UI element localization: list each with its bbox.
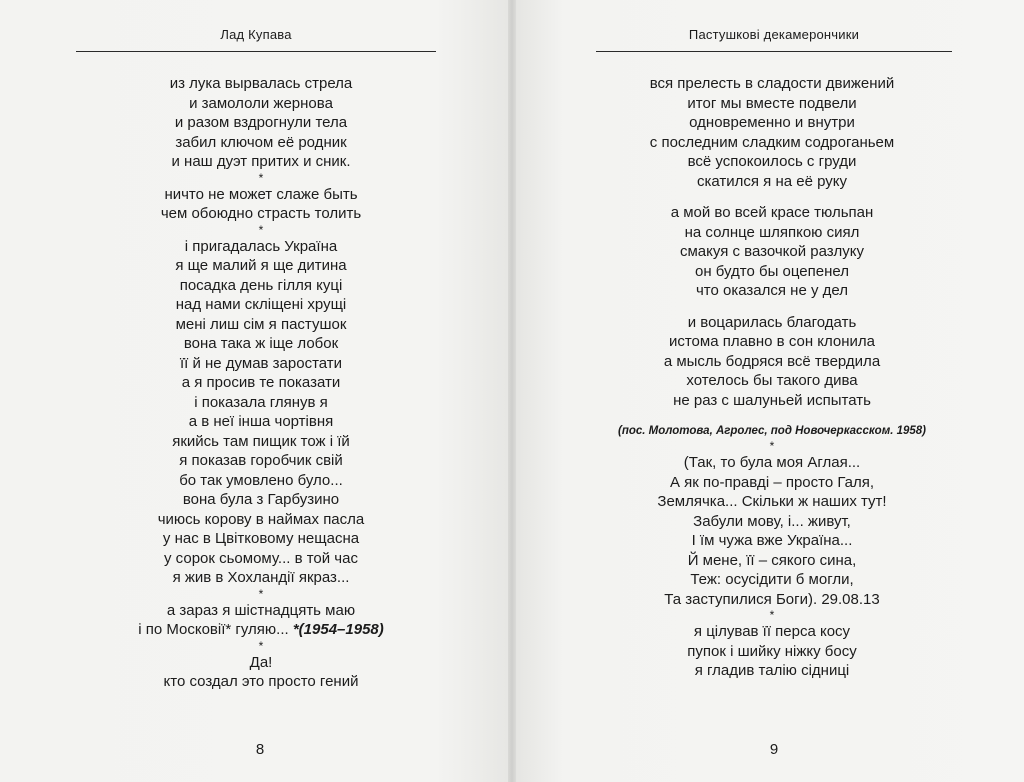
poem-line: из лука вырвалась стрела bbox=[169, 75, 353, 92]
asterisk-divider: * bbox=[258, 170, 264, 185]
poem-line: Да! bbox=[249, 653, 273, 671]
poem-line: і пригадалась Україна bbox=[184, 237, 338, 255]
poem-line: І їм чужа вже Україна... bbox=[691, 532, 853, 549]
poem-line: всё успокоилось с груди bbox=[687, 153, 857, 170]
poem-line: чиюсь корову в наймах пасла bbox=[157, 510, 365, 528]
poem-line: пупок і шийку ніжку босу bbox=[687, 642, 857, 660]
poem-line: истома плавно в сон клонила bbox=[668, 333, 876, 350]
asterisk-divider: * bbox=[769, 608, 775, 622]
right-page bbox=[512, 0, 1024, 782]
poem-line: я показав горобчик свій bbox=[179, 452, 343, 469]
footnote-date: *(1954–1958) bbox=[292, 621, 384, 638]
poem-line: у нас в Цвітковому нещасна bbox=[162, 530, 360, 547]
poem-line: А як по-правді – просто Галя, bbox=[669, 473, 875, 491]
poem-line: бо так умовлено було... bbox=[179, 471, 343, 489]
poem-line bbox=[96, 620, 426, 640]
poem-line: мені лиш сім я пастушок bbox=[175, 315, 347, 333]
poem-line: и разом вздрогнули тела bbox=[174, 114, 348, 131]
poem-line: і показала глянув я bbox=[194, 393, 328, 411]
poem-line: хотелось бы такого дива bbox=[686, 372, 858, 389]
poem-line: чем обоюдно страсть толить bbox=[160, 205, 362, 222]
poem-line: на солнце шляпкою сиял bbox=[684, 223, 860, 241]
poem-line: смакуя с вазочкой разлуку bbox=[679, 243, 864, 260]
poem-line: а мой во всей красе тюльпан bbox=[670, 204, 874, 221]
poem-line: что оказался не у дел bbox=[695, 282, 848, 299]
header-rule bbox=[76, 51, 436, 52]
asterisk-divider: * bbox=[258, 638, 264, 653]
poem-line: он будто бы оцепенел bbox=[694, 262, 849, 280]
page-number: 9 bbox=[769, 741, 779, 758]
running-header-title: Пастушкові декамерончики bbox=[688, 27, 860, 42]
poem-line: вона така ж іще лобок bbox=[183, 335, 339, 352]
poem-line: я жив в Хохландії якраз... bbox=[172, 569, 350, 586]
poem-line: я гладив талію сідниці bbox=[694, 662, 850, 679]
poem-line: над нами скліщені хрущі bbox=[175, 296, 347, 313]
place-date-note: (пос. Молотова, Агролес, под Новочеркасском. 1958) bbox=[617, 425, 927, 437]
poem-line: а мысль бодряся всё твердила bbox=[663, 352, 881, 370]
poem-line: я ще малий я ще дитина bbox=[175, 257, 347, 274]
poem-line: ничто не может слаже быть bbox=[164, 185, 358, 203]
header-rule bbox=[596, 51, 952, 52]
poem-line: не раз с шалуньей испытать bbox=[673, 391, 871, 409]
poem-line: її й не думав заростати bbox=[179, 354, 343, 372]
running-header-author: Лад Купава bbox=[220, 27, 292, 42]
poem-line: итог мы вместе подвели bbox=[687, 94, 857, 112]
poem-line: Землячка... Скільки ж наших тут! bbox=[657, 493, 887, 510]
poem-text-right bbox=[602, 74, 942, 681]
poem-line: а зараз я шістнадцять маю bbox=[166, 601, 356, 619]
book-gutter bbox=[508, 0, 516, 782]
asterisk-divider: * bbox=[258, 586, 264, 601]
poem-line: Теж: осусідити б могли, bbox=[690, 571, 854, 588]
poem-line: и наш дуэт притих и сник. bbox=[171, 153, 351, 170]
poem-line: и замололи жернова bbox=[189, 94, 333, 112]
poem-line: якийсь там пищик тож і їй bbox=[172, 432, 350, 450]
asterisk-divider: * bbox=[769, 439, 775, 453]
poem-line: а я просив те показати bbox=[181, 374, 341, 391]
poem-line: вона була з Гарбузино bbox=[182, 491, 340, 508]
stanza-gap bbox=[602, 301, 942, 313]
poem-text-left bbox=[96, 74, 426, 692]
poem-line: и воцарилась благодать bbox=[687, 313, 857, 331]
poem-line: скатился я на её руку bbox=[696, 172, 848, 190]
poem-line: я цілував її перса косу bbox=[693, 623, 851, 640]
poem-line: кто создал это просто гений bbox=[163, 673, 359, 690]
poem-line: Та заступилися Боги). 29.08.13 bbox=[664, 590, 880, 608]
stanza-gap bbox=[602, 410, 942, 422]
poem-line: Й мене, її – сякого сина, bbox=[687, 551, 857, 569]
poem-line: посадка день гілля куці bbox=[179, 276, 343, 294]
poem-line: вся прелесть в сладости движений bbox=[649, 75, 895, 92]
poem-line: с последним сладким содроганьем bbox=[649, 133, 895, 151]
asterisk-divider: * bbox=[258, 222, 264, 237]
poem-line: (Так, то була моя Аглая... bbox=[683, 454, 861, 471]
poem-line: а в неї інша чортівня bbox=[188, 413, 334, 430]
poem-line: у сорок сьомому... в той час bbox=[164, 549, 358, 567]
poem-line: Забули мову, і... живут, bbox=[693, 512, 851, 530]
poem-line: одновременно и внутри bbox=[689, 114, 855, 131]
poem-line: забил ключом её родник bbox=[175, 133, 347, 151]
stanza-gap bbox=[602, 191, 942, 203]
poem-line-text: і по Московії* гуляю... bbox=[138, 621, 293, 638]
page-number: 8 bbox=[255, 741, 265, 758]
